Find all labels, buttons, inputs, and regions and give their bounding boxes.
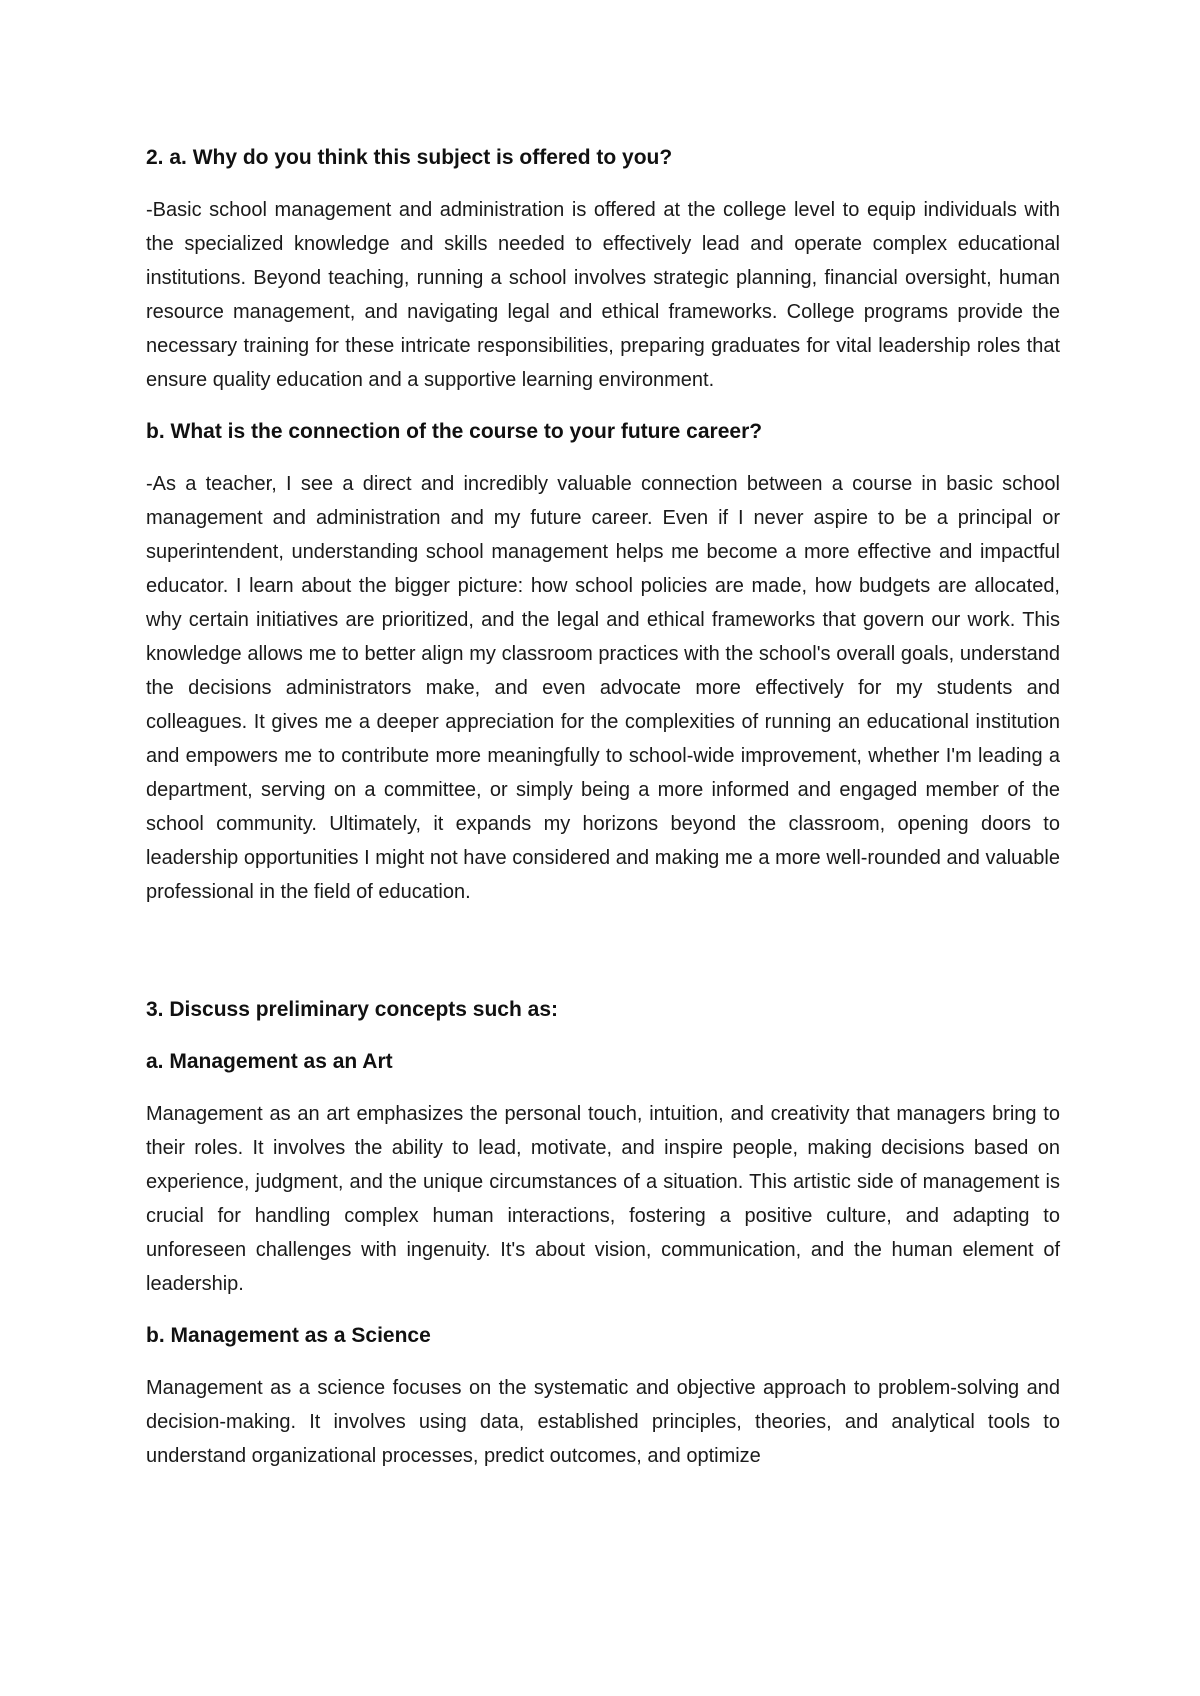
question-2a-heading: 2. a. Why do you think this subject is offered to you? — [146, 146, 673, 169]
answer-2b-paragraph: -As a teacher, I see a direct and incredibly valuable connection between a course in basic school management and administration and my future career. Even if I never aspire to be a principal or superintendent, understanding school management helps me become a more effective and impactful educator. I learn about the bigger picture: how school policies are made, how budgets are allocated, why certain initiatives are prioritized, and the legal and ethical frameworks that govern our work. This knowledge allows me to better align my classroom practices with the school's overall goals, understand the decisions administrators make, and even advocate more effectively for my students and colleagues. It gives me a deeper appreciation for the complexities of running an educational institution and empowers me to contribute more meaningfully to school-wide improvement, whether I'm leading a department, serving on a committee, or simply being a more informed and engaged member of the school community. Ultimately, it expands my horizons beyond the classroom, opening doors to leadership opportunities I might not have considered and making me a more well-rounded and valuable professional in the field of education. — [146, 473, 1060, 903]
management-as-art-heading: a. Management as an Art — [146, 1050, 393, 1073]
question-2b-heading: b. What is the connection of the course to your future career? — [146, 420, 763, 443]
document-body — [146, 141, 1060, 1473]
answer-2a-paragraph: -Basic school management and administration is offered at the college level to equip individuals with the specialized knowledge and skills needed to effectively lead and operate complex educational institutions. Beyond teaching, running a school involves strategic planning, financial oversight, human resource management, and navigating legal and ethical frameworks. College programs provide the necessary training for these intricate responsibilities, preparing graduates for vital leadership roles that ensure quality education and a supportive learning environment. — [146, 199, 1060, 391]
section-3-heading: 3. Discuss preliminary concepts such as: — [146, 998, 559, 1021]
management-as-science-paragraph: Management as a science focuses on the systematic and objective approach to problem-solving and decision-making. It involves using data, established principles, theories, and analytical tools to understand organizational processes, predict outcomes, and optimize — [146, 1377, 1060, 1467]
management-as-art-paragraph: Management as an art emphasizes the personal touch, intuition, and creativity that managers bring to their roles. It involves the ability to lead, motivate, and inspire people, making decisions based on experience, judgment, and the unique circumstances of a situation. This artistic side of management is crucial for handling complex human interactions, fostering a positive culture, and adapting to unforeseen challenges with ingenuity. It's about vision, communication, and the human element of leadership. — [146, 1103, 1060, 1295]
management-as-science-heading: b. Management as a Science — [146, 1324, 431, 1347]
